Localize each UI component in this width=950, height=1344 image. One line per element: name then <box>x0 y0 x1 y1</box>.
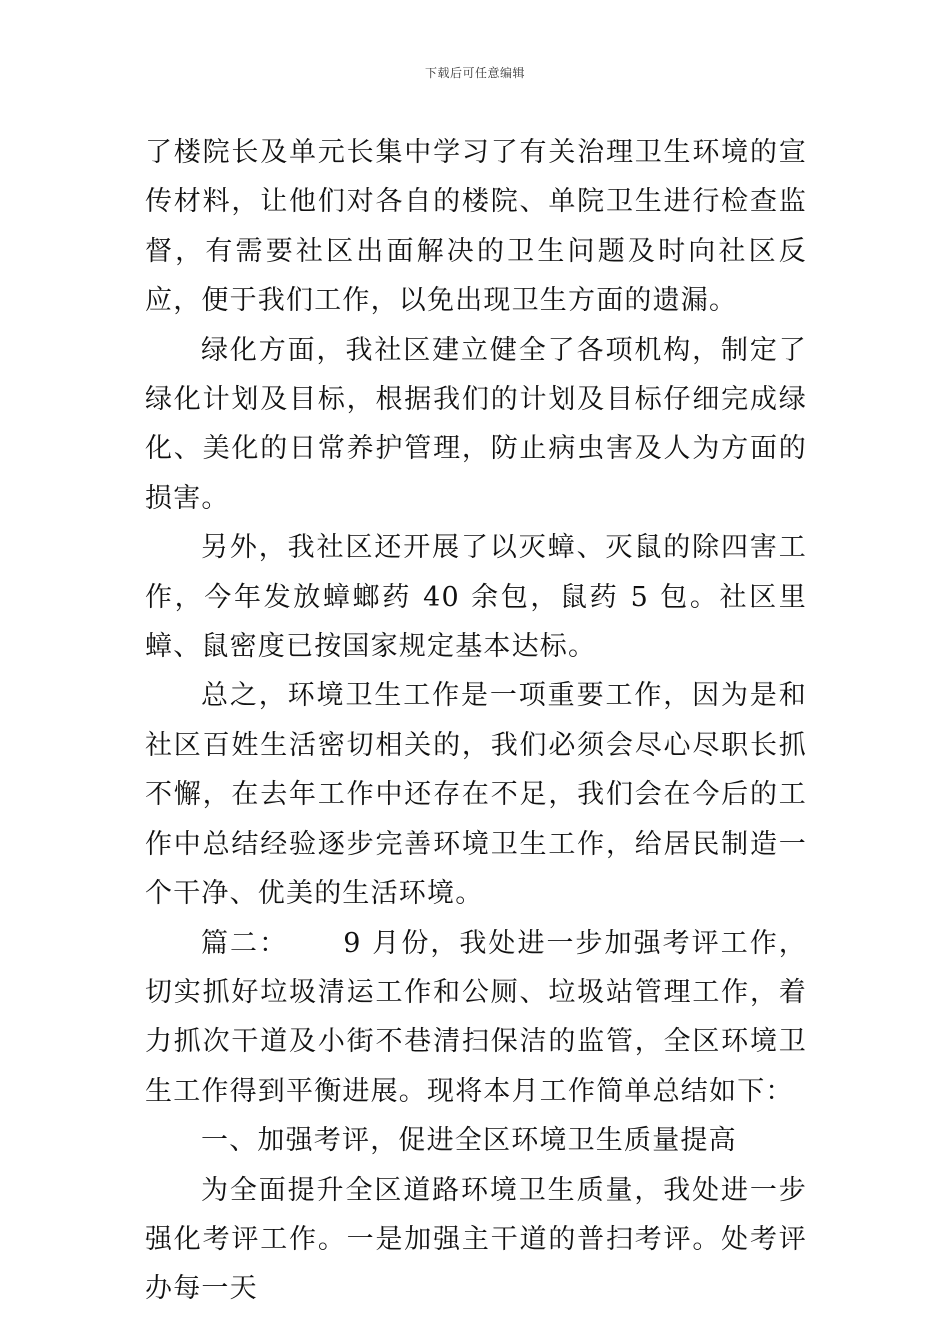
paragraph-6: 为全面提升全区道路环境卫生质量，我处进一步强化考评工作。一是加强主干道的普扫考评。处考评办每一天 <box>145 1174 807 1305</box>
paragraph-5: 篇二： 9 月份，我处进一步加强考评工作，切实抓好垃圾清运工作和公厕、垃圾站管理工作，着力抓次干道及小街不巷清扫保洁的监管，全区环境卫生工作得到平衡进展。现将本月工作简单总结如下： <box>145 927 807 1107</box>
paragraph-1: 了楼院长及单元长集中学习了有关治理卫生环境的宣传材料，让他们对各自的楼院、单院卫生进行检查监督，有需要社区出面解决的卫生问题及时向社区反应，便于我们工作，以免出现卫生方面的遗漏。 <box>145 137 807 317</box>
document-body <box>145 128 807 1314</box>
paragraph-4: 总之，环境卫生工作是一项重要工作，因为是和社区百姓生活密切相关的，我们必须会尽心尽职长抓不懈，在去年工作中还存在不足，我们会在今后的工作中总结经验逐步完善环境卫生工作，给居民制造一个干净、优美的生活环境。 <box>145 680 807 910</box>
paragraph-3: 另外，我社区还开展了以灭蟑、灭鼠的除四害工作，今年发放蟑螂药 40 余包，鼠药 5 包。社区里蟑、鼠密度已按国家规定基本达标。 <box>145 532 807 663</box>
page-header: 下载后可任意编辑 <box>424 66 525 80</box>
section-heading: 一、加强考评，促进全区环境卫生质量提高 <box>201 1125 737 1157</box>
paragraph-2: 绿化方面，我社区建立健全了各项机构，制定了绿化计划及目标，根据我们的计划及目标仔细完成绿化、美化的日常养护管理，防止病虫害及人为方面的损害。 <box>145 334 807 514</box>
